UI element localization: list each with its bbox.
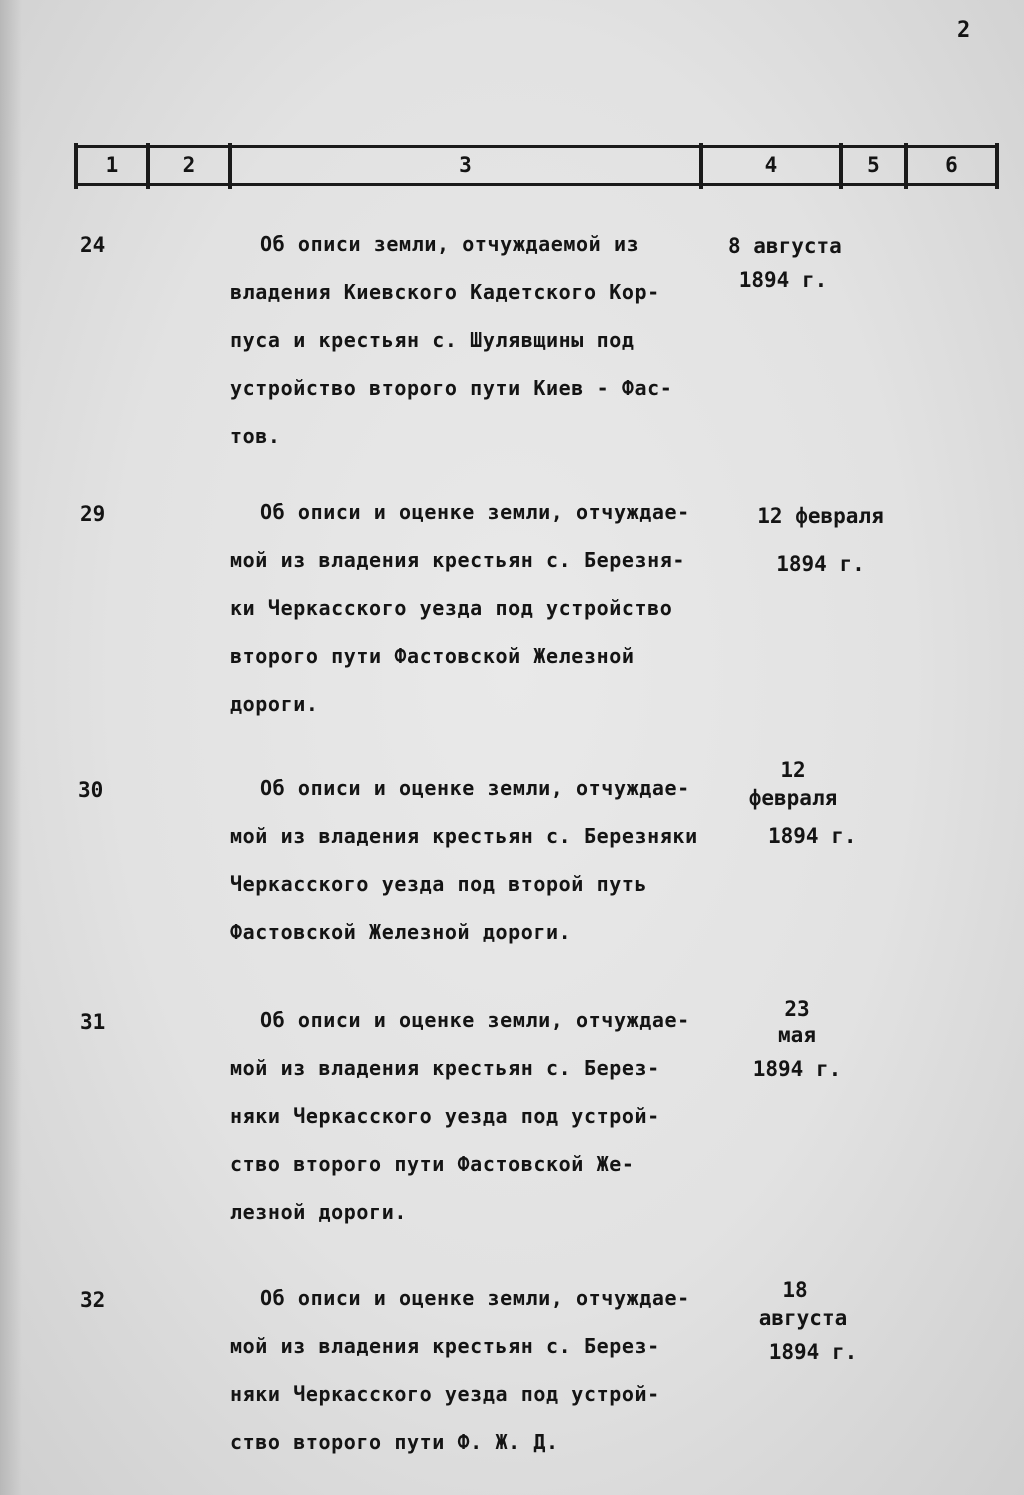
entry-line: Об описи и оценке земли, отчуждае- [260,500,690,524]
entry-line: мой из владения крестьян с. Березняки [230,824,698,848]
entry-description [230,764,750,956]
entry-line: Об описи земли, отчуждаемой из [260,232,640,256]
entry-line: ство второго пути Фастовской Же- [230,1152,635,1176]
entry-date-line: 1894 г. [738,268,828,292]
entry-line: ки Черкасского уезда под устройство [230,596,673,620]
entry-number: 32 [80,1288,106,1312]
entry-date-line: 18 [782,1278,808,1302]
entry-line: Об описи и оценке земли, отчуждае- [260,776,690,800]
entry-line: Об описи и оценке земли, отчуждае- [260,1286,690,1310]
entry-date-line: августа [758,1306,848,1330]
entry-line: пуса и крестьян с. Шулявщины под [230,328,635,352]
entry-date-line: 8 августа [728,234,842,258]
entry-number: 31 [80,1010,106,1034]
entry-number: 24 [80,233,106,257]
page-number: 2 [957,18,971,43]
entry-line: мой из владения крестьян с. Берез- [230,1334,660,1358]
entry-description [230,996,750,1236]
column-header-4: 4 [764,153,778,177]
entry-date-line: 1894 г. [776,552,865,576]
entry-number: 29 [80,502,106,526]
entry-date-line: февраля [748,786,838,810]
column-header-1: 1 [105,153,119,177]
entry-date [748,492,893,588]
column-header-table [74,143,999,189]
entry-line: устройство второго пути Киев - Фас- [230,376,673,400]
entry-description [230,1274,750,1466]
entry-date-line: 12 [780,758,806,782]
column-header-5: 5 [867,153,880,177]
entry-date [748,1276,858,1366]
entry-line: тов. [230,424,281,448]
entry-date-line: 12 февраля [757,504,884,528]
entry-line: владения Киевского Кадетского Кор- [230,280,660,304]
entry-line: Об описи и оценке земли, отчуждае- [260,1008,690,1032]
header-rule-bottom [74,183,999,186]
entry-line: второго пути Фастовской Железной [230,644,635,668]
entry-line: ство второго пути Ф. Ж. Д. [230,1430,559,1454]
entry-line: мой из владения крестьян с. Березня- [230,548,686,572]
column-header-2: 2 [182,153,196,177]
header-divider [995,143,999,189]
entry-date-line: 1894 г. [768,1340,858,1364]
column-header-6: 6 [945,153,958,177]
entry-date [728,229,842,297]
entry-number: 30 [78,778,104,802]
entry-date-line: 1894 г. [752,1057,842,1081]
entry-date [738,756,857,850]
entry-line: дороги. [230,692,319,716]
entry-description [230,220,750,460]
header-rule-top [74,145,999,148]
paper-shadow [0,0,22,1495]
entry-date-line: 1894 г. [768,824,857,848]
entry-date [742,996,852,1082]
entry-description [230,488,750,728]
entry-line: няки Черкасского уезда под устрой- [230,1104,660,1128]
entry-line: Фастовской Железной дороги. [230,920,572,944]
entry-date-line: мая [778,1023,816,1047]
column-header-3: 3 [459,153,472,177]
entry-line: лезной дороги. [230,1200,407,1224]
entry-line: мой из владения крестьян с. Берез- [230,1056,660,1080]
entry-date-line: 23 [784,997,810,1021]
entry-line: няки Черкасского уезда под устрой- [230,1382,660,1406]
entry-line: Черкасского уезда под второй путь [230,872,648,896]
